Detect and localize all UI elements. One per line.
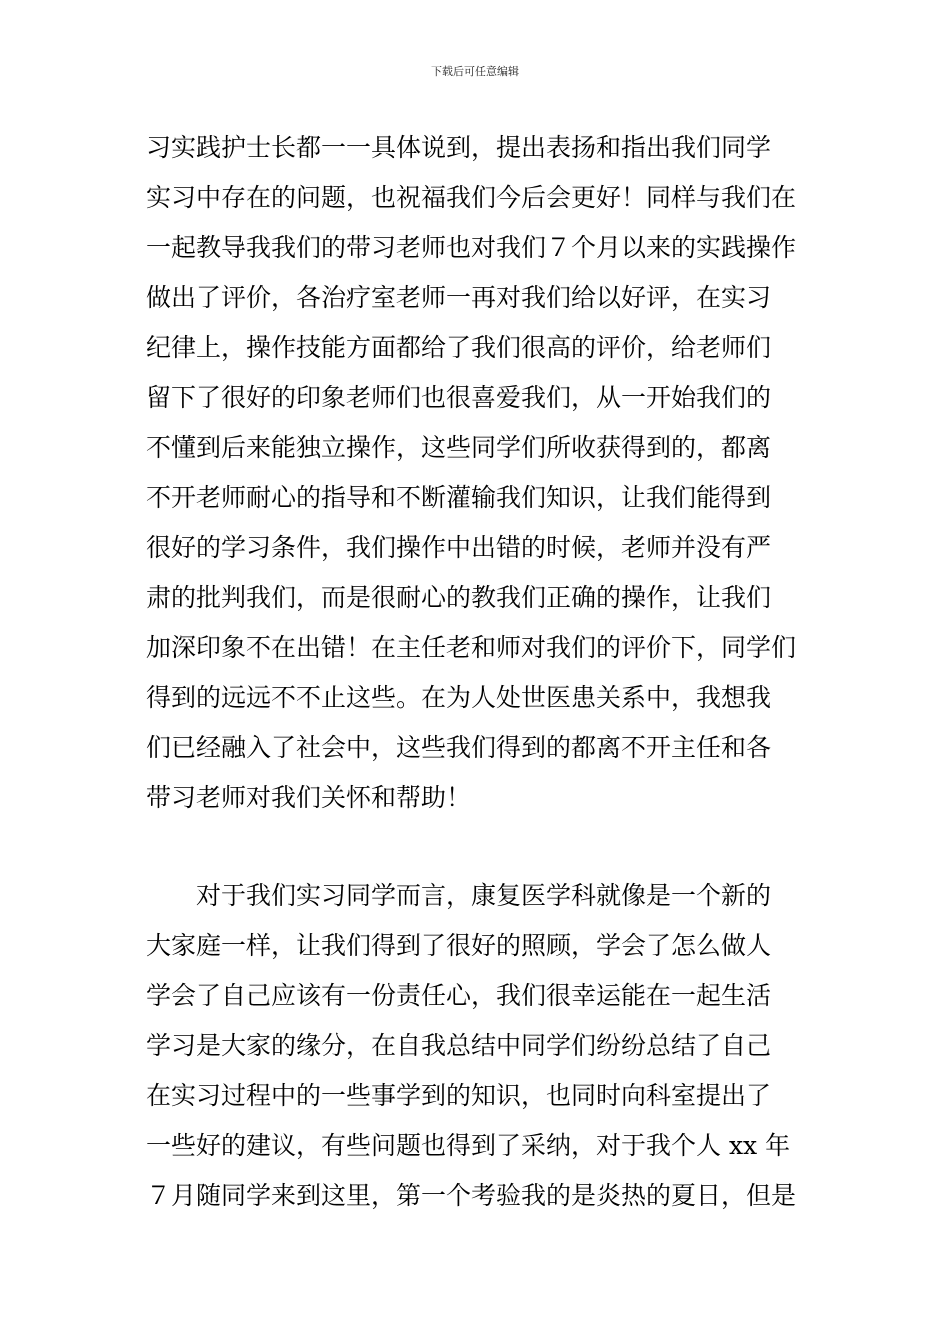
paragraph-line: 一些好的建议，有些问题也得到了采纳，对于我个人 xx 年	[146, 1131, 791, 1160]
paragraph-line: 一起教导我我们的带习老师也对我们７个月以来的实践操作	[146, 233, 797, 262]
paragraph-line: 不开老师耐心的指导和不断灌输我们知识，让我们能得到	[146, 483, 772, 512]
paragraph-line: 们已经融入了社会中，这些我们得到的都离不开主任和各	[146, 733, 772, 762]
paragraph-line: 大家庭一样，让我们得到了很好的照顾，学会了怎么做人	[146, 931, 772, 960]
paragraph-line: 不懂到后来能独立操作，这些同学们所收获得到的，都离	[146, 433, 772, 462]
paragraph-line: 肃的批判我们，而是很耐心的教我们正确的操作，让我们	[146, 583, 772, 612]
page-header: 下载后可任意编辑	[431, 65, 519, 78]
paragraph-line: 实习中存在的问题，也祝福我们今后会更好！同样与我们在	[146, 183, 797, 212]
paragraph-line: 对于我们实习同学而言，康复医学科就像是一个新的	[146, 881, 772, 910]
paragraph-line: 带习老师对我们关怀和帮助！	[146, 783, 472, 812]
paragraph-line: 习实践护士长都一一具体说到，提出表扬和指出我们同学	[146, 133, 772, 162]
paragraph-line: 在实习过程中的一些事学到的知识，也同时向科室提出了	[146, 1081, 772, 1110]
paragraph-line: 学习是大家的缘分，在自我总结中同学们纷纷总结了自己	[146, 1031, 772, 1060]
paragraph-line: 做出了评价，各治疗室老师一再对我们给以好评，在实习	[146, 283, 772, 312]
paragraph-line: 纪律上，操作技能方面都给了我们很高的评价，给老师们	[146, 333, 772, 362]
paragraph-line: 加深印象不在出错！在主任老和师对我们的评价下，同学们	[146, 633, 797, 662]
paragraph-line: 学会了自己应该有一份责任心，我们很幸运能在一起生活	[146, 981, 772, 1010]
paragraph-line: 得到的远远不不止这些。在为人处世医患关系中，我想我	[146, 683, 772, 712]
paragraph-line: 很好的学习条件，我们操作中出错的时候，老师并没有严	[146, 533, 772, 562]
paragraph-line: 留下了很好的印象老师们也很喜爱我们，从一开始我们的	[146, 383, 772, 412]
paragraph-line: ７月随同学来到这里，第一个考验我的是炎热的夏日，但是	[146, 1181, 797, 1210]
